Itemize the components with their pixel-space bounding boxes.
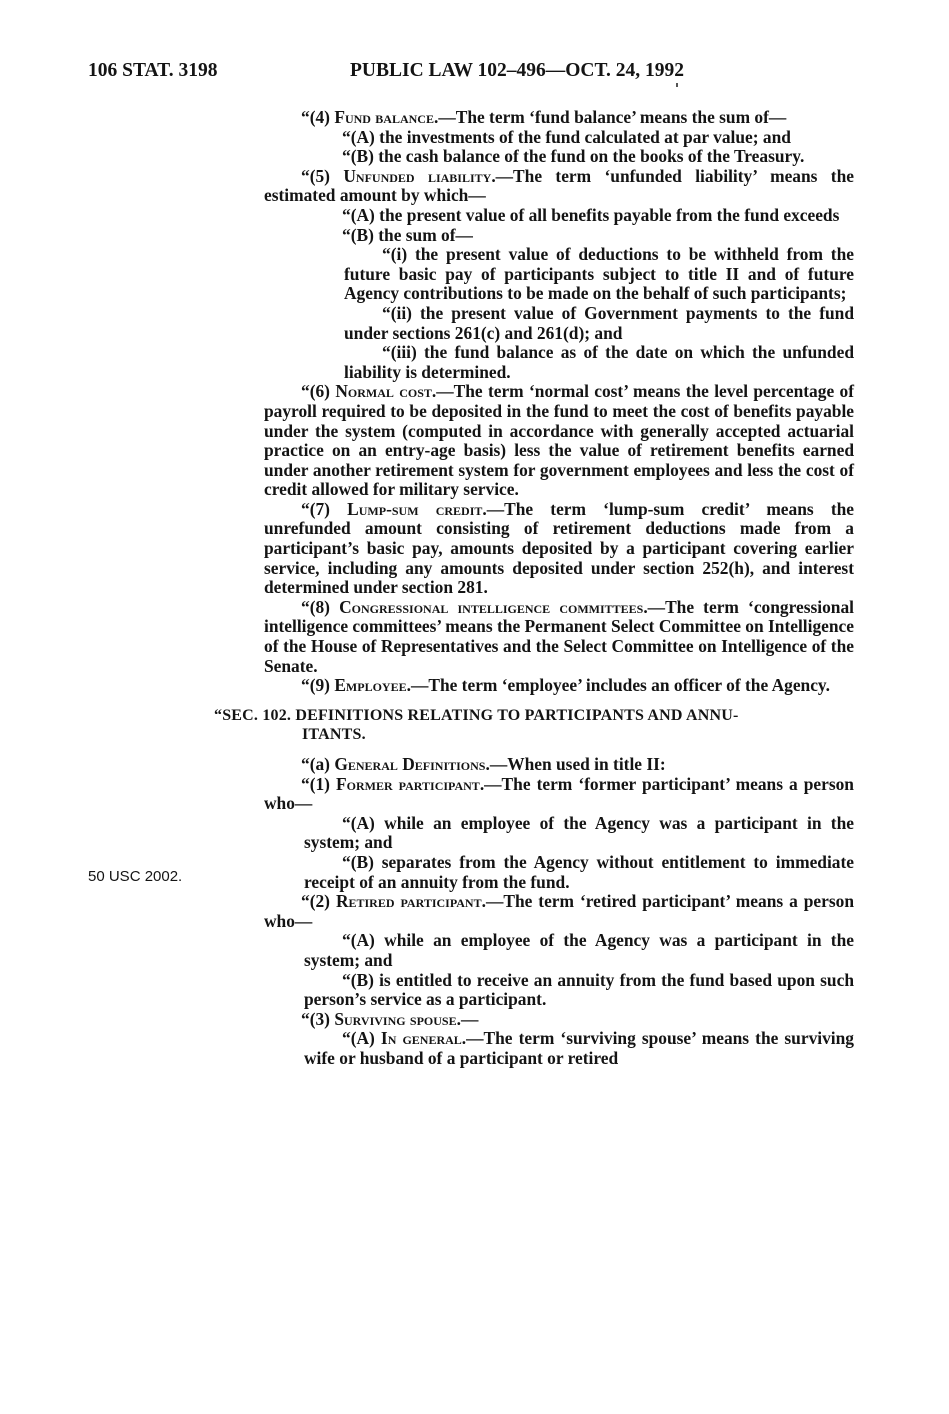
definition-3a: “(A) In general.—The term ‘surviving spouse’ means the surviving wife or husband of a participant or retired <box>304 1028 854 1068</box>
usc-margin-note: 50 USC 2002. <box>88 868 183 885</box>
definition-2a: “(A) while an employee of the Agency was a participant in the system; and <box>304 930 854 970</box>
paragraph-5a: “(A) the present value of all benefits payable from the fund exceeds <box>342 204 840 225</box>
term-heading: Fund balance <box>334 107 434 127</box>
paragraph-9: “(9) Employee.—The term ‘employee’ includes an officer of the Agency. <box>301 675 831 696</box>
definition-2b: “(B) is entitled to receive an annuity from the fund based upon such person’s service as a participant. <box>304 969 854 1010</box>
paragraph-5b-ii: “(ii) the present value of Government payments to the fund under sections 261(c) and 261(d); and <box>344 302 854 343</box>
section-102-heading: “SEC. 102. DEFINITIONS RELATING TO PARTICIPANTS AND ANNU- ITANTS. <box>214 706 739 744</box>
paragraph-8: “(8) Congressional intelligence committees.—The term ‘congressional intelligence committees’ means the Permanent Select Committee on Intelligence of the House of Representatives and the Select Committee on Intelligence of the Senate. <box>264 596 854 676</box>
term-heading: Lump-sum credit <box>347 498 483 519</box>
document-body <box>214 107 855 1069</box>
term-heading: Surviving spouse <box>334 1008 457 1029</box>
definition-2: “(2) Retired participant.—The term ‘retired participant’ means a person who— <box>264 891 854 931</box>
term-heading: Retired participant <box>335 891 482 912</box>
paragraph-5: “(5) Unfunded liability.—The term ‘unfunded liability’ means the estimated amount by which— <box>264 165 854 206</box>
paragraph-7: “(7) Lump-sum credit.—The term ‘lump-sum credit’ means the unrefunded amount consisting of retirement deductions made from a participant’s basic pay, amounts deposited by a participant covering earlier service, including any amounts deposited under section 252(h), and interest determined under section 281. <box>264 498 855 598</box>
stat-page-number: 106 STAT. 3198 <box>88 60 218 81</box>
term-heading: Unfunded liability <box>343 165 492 186</box>
subsection-heading: General Definitions <box>334 754 486 774</box>
paragraph-5b: “(B) the sum of— <box>342 224 473 245</box>
page-header <box>88 60 858 86</box>
paragraph-4: “(4) Fund balance.—The term ‘fund balance’ means the sum of— <box>301 107 787 127</box>
paragraph-5b-i: “(i) the present value of deductions to be withheld from the future basic pay of participants subject to title II and of future Agency contributions to be made on the behalf of such participants; <box>344 244 854 304</box>
term-heading: In general <box>380 1028 462 1049</box>
subsection-a: “(a) General Definitions.—When used in title II: <box>301 754 666 774</box>
paragraph-4a: “(A) the investments of the fund calculated at par value; and <box>342 126 791 147</box>
term-heading: Employee <box>334 675 407 696</box>
paragraph-4b: “(B) the cash balance of the fund on the books of the Treasury. <box>342 146 805 167</box>
term-heading: Normal cost <box>335 381 432 402</box>
paragraph-5b-iii: “(iii) the fund balance as of the date on which the unfunded liability is determined. <box>344 342 854 382</box>
definition-1b: “(B) separates from the Agency without entitlement to immediate receipt of an annuity from the fund. <box>304 851 854 892</box>
definition-3: “(3) Surviving spouse.— <box>301 1008 479 1029</box>
term-heading: Former participant <box>336 773 480 794</box>
paragraph-6: “(6) Normal cost.—The term ‘normal cost’ means the level percentage of payroll required to be deposited in the fund to meet the cost of benefits payable under the system (computed in accordance with generally accepted actuarial practice on an entry-age basis) less the value of retirement benefits earned under another retirement system for government employees and less the cost of credit allowed for military service. <box>264 381 854 500</box>
law-title: PUBLIC LAW 102–496—OCT. 24, 1992 <box>350 60 685 81</box>
definition-1a: “(A) while an employee of the Agency was a participant in the system; and <box>304 812 854 853</box>
term-heading: Congressional intelligence committees <box>339 596 644 617</box>
definition-1: “(1) Former participant.—The term ‘former participant’ means a person who— <box>264 773 854 814</box>
